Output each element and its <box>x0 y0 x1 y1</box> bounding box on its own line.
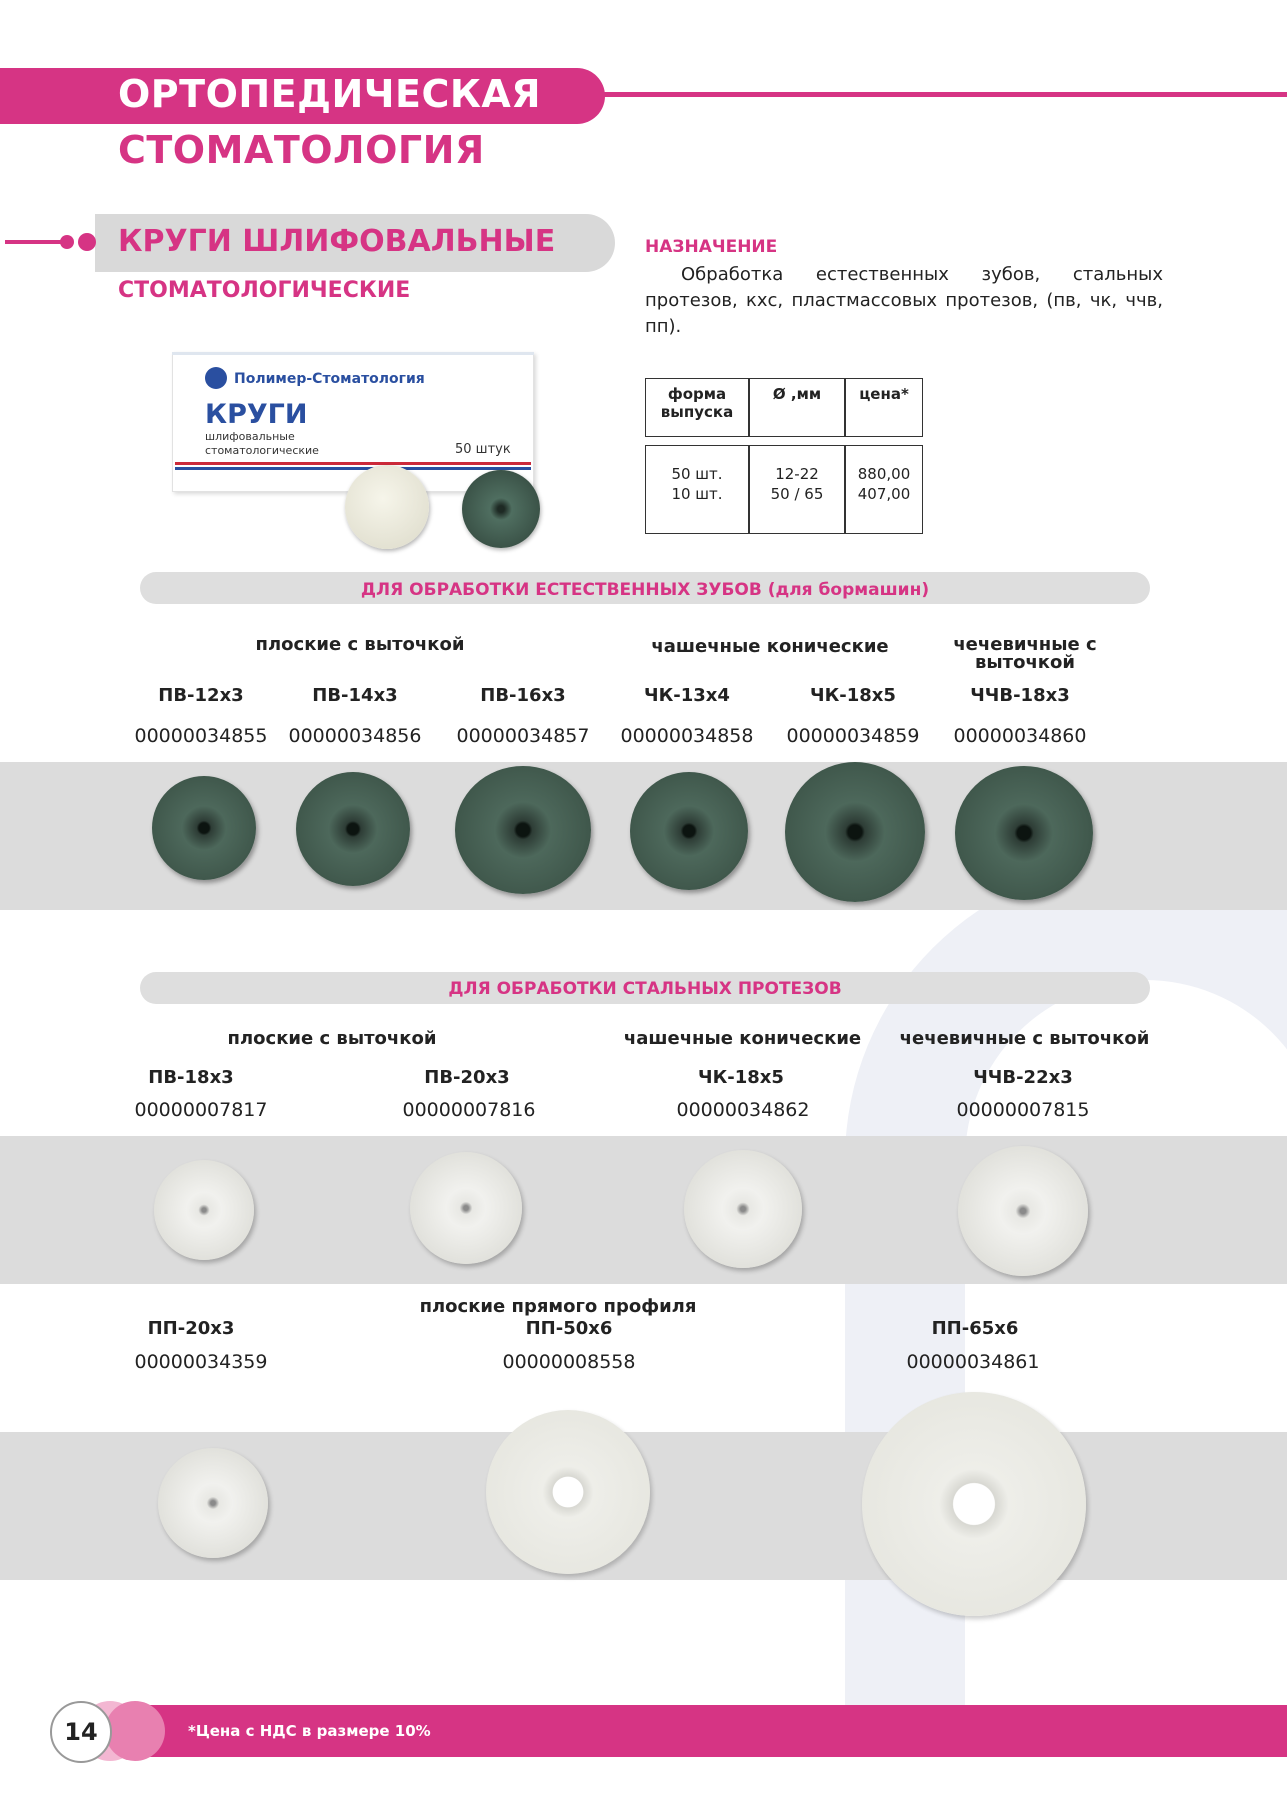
product-box-subtitle-2: стоматологические <box>205 444 319 457</box>
item-name: ПВ-14x3 <box>312 685 398 706</box>
diameter-value: 50 / 65 <box>770 485 824 503</box>
item-name: ПП-50x6 <box>525 1318 613 1339</box>
item-code: 00000034856 <box>288 725 422 747</box>
group-label: плоские прямого профиля <box>419 1296 697 1317</box>
item-code: 00000034862 <box>676 1099 810 1121</box>
item-code: 00000034855 <box>134 725 268 747</box>
wheel-image <box>862 1392 1086 1616</box>
product-box-brand: Полимер-Стоматология <box>234 371 425 387</box>
header-title-line2: СТОМАТОЛОГИЯ <box>118 128 485 172</box>
item-code: 00000034359 <box>134 1351 268 1373</box>
item-name: ЧК-18x5 <box>810 685 896 706</box>
item-code: 00000034861 <box>906 1351 1040 1373</box>
item-name: ПВ-16x3 <box>480 685 566 706</box>
group-label: чашечные конические <box>623 1028 862 1049</box>
group-label: чечевичные с выточкой <box>953 634 1097 673</box>
item-name: ПВ-12x3 <box>158 685 244 706</box>
bullet-dot-icon <box>78 233 96 251</box>
price-table-header-row <box>645 378 923 437</box>
item-code: 00000007817 <box>134 1099 268 1121</box>
item-name: ПВ-18x3 <box>148 1067 234 1088</box>
group-label: чашечные конические <box>651 636 889 657</box>
product-box-stripe-red <box>175 462 531 465</box>
item-code: 00000034859 <box>786 725 920 747</box>
form-value: 50 шт. <box>671 465 723 483</box>
wheel-image <box>152 776 256 880</box>
price-table-header: Ø ,мм <box>749 378 845 437</box>
product-box-subtitle <box>205 430 319 458</box>
group-label: плоские с выточкой <box>227 1028 437 1049</box>
form-value: 10 шт. <box>671 485 723 503</box>
category-label: ДЛЯ ОБРАБОТКИ СТАЛЬНЫХ ПРОТЕЗОВ <box>448 979 842 999</box>
diameter-value: 12-22 <box>775 465 819 483</box>
product-box-count: 50 штук <box>455 442 511 457</box>
section-subtitle: СТОМАТОЛОГИЧЕСКИЕ <box>118 278 411 303</box>
wheel-image <box>296 772 410 886</box>
price-table <box>645 378 923 534</box>
brand-logo-icon <box>205 367 227 389</box>
group-label: чечевичные с выточкой <box>899 1028 1150 1049</box>
product-box-edge <box>172 352 534 355</box>
bullet-dot-icon <box>60 235 74 249</box>
price-value: 407,00 <box>857 485 911 503</box>
footer-note: *Цена с НДС в размере 10% <box>188 1722 431 1740</box>
item-code: 00000034860 <box>953 725 1087 747</box>
wheel-image <box>955 766 1093 900</box>
price-table-cell <box>845 445 923 534</box>
price-table-header: форма выпуска <box>645 378 749 437</box>
purpose-heading: НАЗНАЧЕНИЕ <box>645 237 778 257</box>
product-box-title: КРУГИ <box>205 399 308 430</box>
item-code: 00000008558 <box>502 1351 636 1373</box>
footer-circle <box>105 1701 165 1761</box>
section-title-line <box>5 240 67 244</box>
price-table-row <box>645 445 923 534</box>
product-box-subtitle-1: шлифовальные <box>205 430 295 443</box>
wheel-image <box>486 1410 650 1574</box>
wheel-image <box>158 1448 268 1558</box>
wheel-image <box>785 762 925 902</box>
item-name: ЧЧВ-22x3 <box>973 1067 1073 1088</box>
wheel-image <box>455 766 591 894</box>
wheel-image <box>958 1146 1088 1276</box>
item-code: 00000034857 <box>456 725 590 747</box>
item-name: ПВ-20x3 <box>424 1067 510 1088</box>
page-number: 14 <box>50 1701 112 1763</box>
item-code: 00000007816 <box>402 1099 536 1121</box>
item-name: ПП-20x3 <box>147 1318 235 1339</box>
wheel-image <box>630 772 748 890</box>
purpose-text: Обработка естественных зубов, стальных протезов, кхс, пластмассовых протезов, (пв, чк, ччв, пп). <box>645 264 1163 337</box>
green-disc-image <box>462 470 540 548</box>
item-name: ЧК-18x5 <box>698 1067 784 1088</box>
wheel-image <box>410 1152 522 1264</box>
section-title: КРУГИ ШЛИФОВАЛЬНЫЕ <box>118 224 556 259</box>
header-title-line1: ОРТОПЕДИЧЕСКАЯ <box>118 72 542 116</box>
white-disc-image <box>345 465 429 549</box>
category-label: ДЛЯ ОБРАБОТКИ ЕСТЕСТВЕННЫХ ЗУБОВ (для бормашин) <box>360 580 930 600</box>
item-code: 00000007815 <box>956 1099 1090 1121</box>
wheel-image <box>684 1150 802 1268</box>
item-name: ПП-65x6 <box>931 1318 1019 1339</box>
item-name: ЧЧВ-18x3 <box>970 685 1070 706</box>
item-name: ЧК-13x4 <box>644 685 730 706</box>
item-code: 00000034858 <box>620 725 754 747</box>
price-table-header: цена* <box>845 378 923 437</box>
price-value: 880,00 <box>857 465 911 483</box>
wheel-image <box>154 1160 254 1260</box>
header-line <box>600 92 1287 97</box>
price-table-cell <box>749 445 845 534</box>
group-label: плоские с выточкой <box>255 634 465 655</box>
product-box-stripe-blue <box>175 467 531 470</box>
price-table-cell <box>645 445 749 534</box>
